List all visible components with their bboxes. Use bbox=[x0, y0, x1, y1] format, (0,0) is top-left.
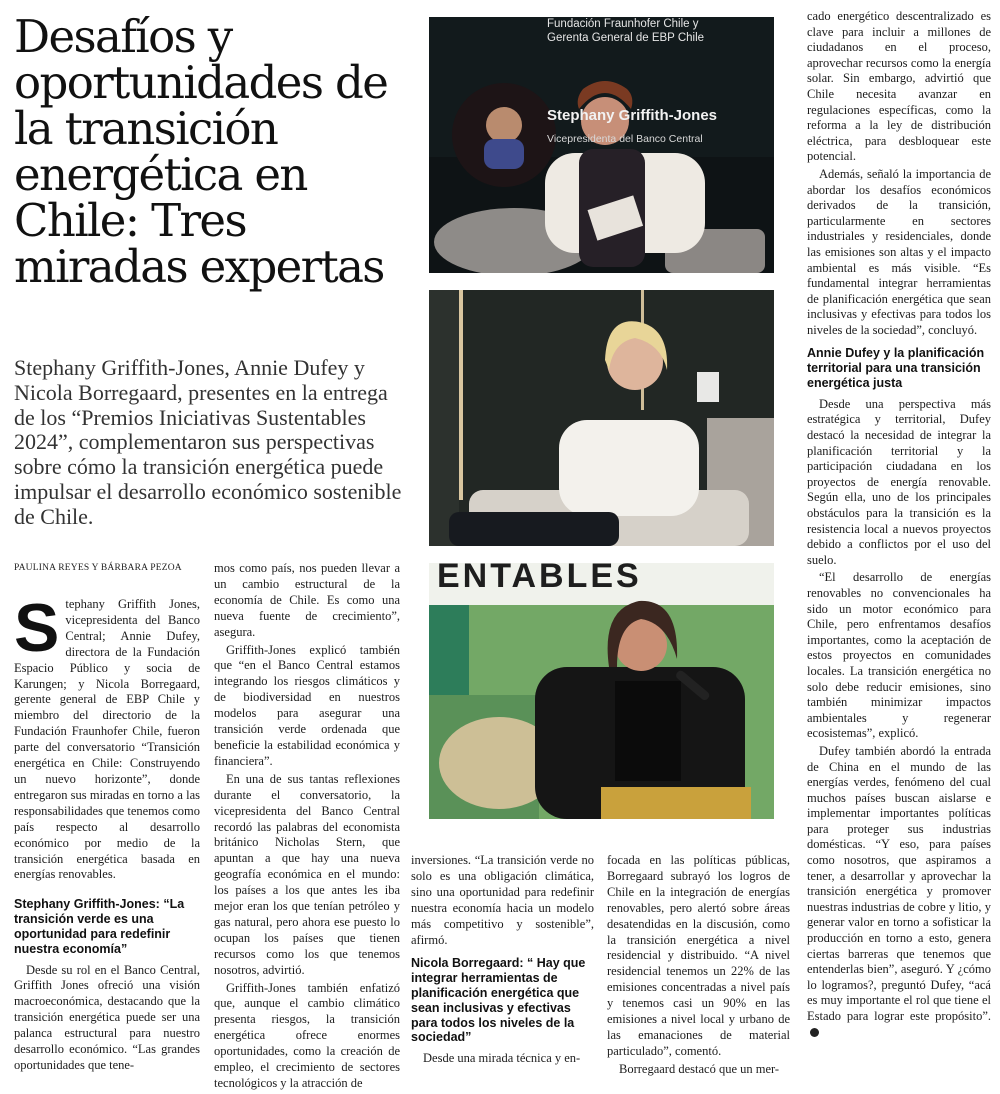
byline: PAULINA REYES Y BÁRBARA PEZOA bbox=[14, 563, 182, 573]
column-5-paragraph-1: cado energético descentralizado es clave para incluir a millones de ciudadanos en el proceso, aprovechar recursos como la energía solar. Sin embargo, advirtió que Chile necesita avanzar en regulaciones específicas, como la reforma a la ley de distribución eléctrica, para desbloquear este potencial. bbox=[807, 9, 991, 164]
drop-cap: S bbox=[14, 590, 60, 666]
column-3-paragraph-2: Desde una mirada técnica y en- bbox=[423, 1051, 581, 1066]
column-2-paragraph-4: Griffith-Jones también enfatizó que, aunque el cambio climático presenta riesgos, la transición energética ofrece enormes oportunidades, como la creación de empleo, el crecimiento de sectores tecnológicos y la atracción de bbox=[214, 980, 400, 1090]
photo1-caption-top-line2: Gerenta General de EBP Chile bbox=[547, 32, 705, 44]
end-mark-icon bbox=[810, 1028, 819, 1037]
column-5-paragraph-2: Además, señaló la importancia de abordar los desafíos económicos derivados de la transición, particularmente en sectores industriales y residenciales, donde las emisiones son altas y el impacto ambiental es más visible. “Es fundamental integrar herramientas de planificación energética que sean inclusivas y efectivas para todos los niveles de la sociedad”, concluyó. bbox=[807, 166, 991, 337]
column-4-paragraph-2: Borregaard destacó que un mer- bbox=[619, 1061, 780, 1076]
photo1-caption-top-line1: Fundación Fraunhofer Chile y bbox=[547, 18, 699, 30]
column-5-paragraph-5 bbox=[807, 744, 991, 1040]
column-5-paragraph-4: “El desarrollo de energías renovables no convencionales ha sido un motor económico para Chile, pero enfrentamos desafíos importantes, como la aceptación de estos proyectos en comunidades locales. La transición energética no solo debe reducir emisiones, sino también minimizar impactos ambientales y regenerar ecosistemas”, explicó. bbox=[807, 570, 991, 741]
column-4 bbox=[607, 853, 790, 1080]
lead-paragraph: Stephany Griffith-Jones, Annie Dufey y Nicola Borregaard, presentes en la entrega de los “Premios Iniciativas Sustentables 2024”, complementaron sus perspectivas sobre cómo la transición energética puede impulsar el desarrollo económico sostenible de Chile. bbox=[14, 355, 402, 529]
photo-griffith-jones bbox=[429, 17, 774, 273]
photo-dufey bbox=[429, 290, 774, 546]
photo3-banner: ENTABLES bbox=[437, 563, 642, 595]
intro-text: tephany Griffith Jones, vicepresidenta del Banco Central; Annie Dufey, directora de la Fundación Espacio Público y socia de Karungen; y Nicola Borregaard, gerente general de EBP Chile y miembro del directorio de la Fundación Fraunhofer Chile, fueron parte del conversatorio “Transición energética en Chile: Construyendo un nuevo horizonte”, donde entregaron sus miradas en torno a las responsabilidades que tenemos como país respecto al desarrollo económico por medio de la transición energética basada en energías renovables. bbox=[14, 597, 200, 882]
subhead-griffith-jones: Stephany Griffith-Jones: “La transición verde es una oportunidad para redefinir nuestra economía” bbox=[14, 897, 185, 956]
column-1-paragraph-2: Desde su rol en el Banco Central, Griffith Jones ofreció una visión macroeconómica, destacando que la transición energética puede ser una palanca estructural para nuestro desarrollo económico. “Las grandes oportunidades que tene- bbox=[14, 962, 200, 1072]
column-2-paragraph-2: Griffith-Jones explicó también que “en el Banco Central estamos integrando los riesgos climáticos y de biodiversidad en nuestros modelos para asegurar una transición verde ordenada que beneficie la estabilidad económica y financiera”. bbox=[214, 642, 400, 768]
photo-borregaard bbox=[429, 563, 774, 819]
subhead-borregaard: Nicola Borregaard: “ Hay que integrar herramientas de planificación energética que sean inclusivas y efectivas para todos los niveles de la sociedad” bbox=[411, 956, 586, 1045]
column-2 bbox=[214, 561, 400, 1094]
column-2-paragraph-1: mos como país, nos pueden llevar a un cambio estructural de la economía de Chile. Es como una nueva fuente de crecimiento”, asegura. bbox=[214, 561, 400, 639]
photo1-caption-top bbox=[547, 17, 767, 45]
column-5-paragraph-3: Desde una perspectiva más estratégica y territorial, Dufey destacó la necesidad de integrar la planificación territorial y la participación ciudadana en los proyectos de energía renovable. Según ella, uno de los principales obstáculos para la transición es la resistencia local a nuevos proyectos debido a conflictos por el uso del suelo. bbox=[807, 396, 991, 567]
subhead-dufey: Annie Dufey y la planificación territorial para una transición energética justa bbox=[807, 346, 985, 391]
column-2-paragraph-3: En una de sus tantas reflexiones durante el conversatorio, la vicepresidenta del Banco Central recordó las palabras del economista británico Nicholas Stern, que apuntan a que hay una nueva geografía económica en el mundo: los países a los que antes les iba mejor eran los que tenían petróleo y gas natural, pero ahora ese puesto lo ocupan los países que tienen recursos como los que tenemos nosotros, advirtió. bbox=[214, 771, 400, 977]
headline: Desafíos y oportunidades de la transición energética en Chile: Tres miradas expertas bbox=[14, 10, 388, 293]
column-3 bbox=[411, 853, 594, 1069]
column-5-paragraph-5-text: Dufey también abordó la entrada de China en el mundo de las energías verdes, fenómeno del cual muchos países buscan aislarse e implementar importantes políticas para proteger sus industrias domésticas. “Y eso, para países como nosotros, que aspiramos a tener, a desarrollar y aprovechar la transición energética y promover nuestras industrias de cobre y litio, y generar valor en torno a sofisticar la producción en torno a esto, genera ciertas barreras que tenemos que entenderlas bien”, aseguró. Y ¿cómo lo logramos?, preguntó Dufey, “acá es muy importante el rol que tiene el Estado para lograr este propósito”. bbox=[807, 743, 991, 1024]
column-5 bbox=[807, 9, 991, 1042]
photo1-name: Stephany Griffith-Jones bbox=[547, 107, 718, 124]
column-1 bbox=[14, 590, 200, 1076]
column-3-paragraph-1: inversiones. “La transición verde no solo es una obligación climática, sino una oportunidad para redefinir nuestra economía hacia un modelo más competitivo y sostenible”, afirmó. bbox=[411, 853, 594, 947]
column-1-paragraph-1 bbox=[14, 590, 200, 883]
column-4-paragraph-1: focada en las políticas públicas, Borregaard subrayó los logros de Chile en la integración de energías renovables, pero alertó sobre áreas desatendidas en la discusión, como la transición energética a nivel residencial y distribuido. “A nivel residencial tenemos un 22% de las emisiones concentradas a nivel país y tenemos casi un 90% en las emisiones a nivel local y urbano de las emanaciones de material particulado”, comentó. bbox=[607, 853, 790, 1058]
photo1-role: Vicepresidenta del Banco Central bbox=[547, 133, 703, 145]
